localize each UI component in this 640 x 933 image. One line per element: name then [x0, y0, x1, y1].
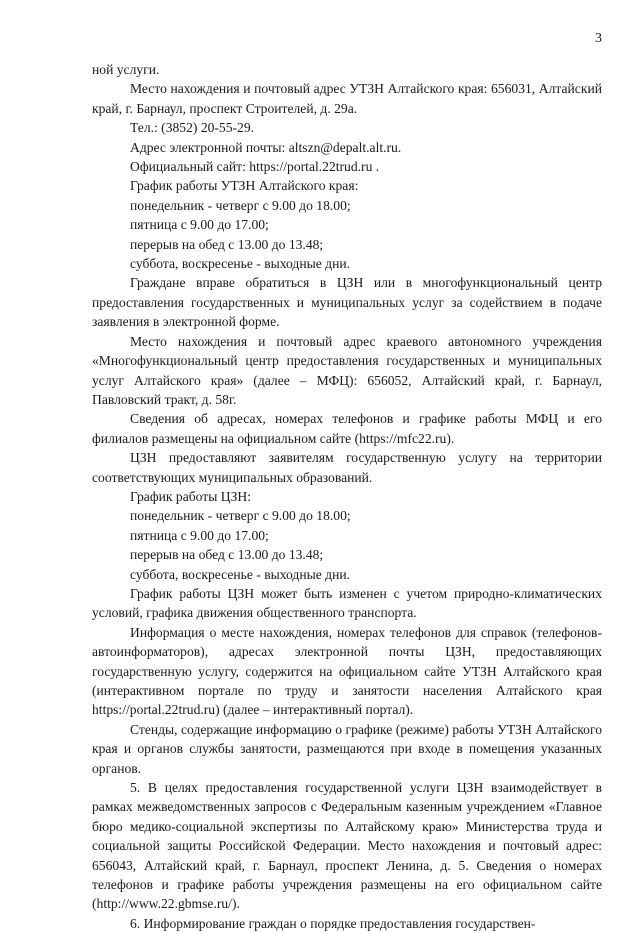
- text-line: Тел.: (3852) 20-55-29.: [130, 120, 255, 136]
- text-line: суббота, воскресенье - выходные дни.: [130, 566, 351, 582]
- text-line: пятница с 9.00 до 17.00;: [130, 527, 269, 543]
- paragraph: Место нахождения и почтовый адрес УТЗН Алтайского края: 656031, Алтайский край, г. Барнаул, проспект Строителей, д. 29а.: [92, 81, 602, 116]
- paragraph: 5. В целях предоставления государственной услуги ЦЗН взаимодействует в рамках межведомственных запросов с Федеральным казенным учреждением «Главное бюро медико-социальной экспертизы по Алтайскому краю» Министерства труда и социальной защиты Российской Федерации. Место нахождения и почтовый адрес: 656043, Алтайский край, г. Барнаул, проспект Ленина, д. 5. Сведения о номерах телефонов и графике работы учреждения размещены на его официальном сайте (http://www.22.gbmse.ru/).: [92, 780, 602, 912]
- text-line: График работы УТЗН Алтайского края:: [130, 178, 359, 194]
- text-line: Официальный сайт: https://portal.22trud.ru .: [130, 159, 380, 175]
- text-line: суббота, воскресенье - выходные дни.: [130, 256, 351, 272]
- paragraph: Сведения об адресах, номерах телефонов и графике работы МФЦ и его филиалов размещены на официальном сайте (https://mfc22.ru).: [92, 411, 602, 446]
- text-line: пятница с 9.00 до 17.00;: [130, 217, 269, 233]
- text-line: Адрес электронной почты: altszn@depalt.alt.ru.: [130, 139, 402, 155]
- paragraph: ной услуги.: [92, 62, 160, 77]
- text-line: перерыв на обед с 13.00 до 13.48;: [130, 236, 324, 252]
- text-line: График работы ЦЗН:: [130, 488, 251, 504]
- paragraph: Место нахождения и почтовый адрес краевого автономного учреждения «Многофункциональный центр предоставления государственных и муниципальных услуг Алтайского края» (далее – МФЦ): 656052, Алтайский край, г. Барнаул, Павловский тракт, д. 58г.: [92, 333, 602, 407]
- text-line: перерыв на обед с 13.00 до 13.48;: [130, 547, 324, 563]
- text-line: понедельник - четверг с 9.00 до 18.00;: [130, 197, 351, 213]
- paragraph: Информация о месте нахождения, номерах телефонов для справок (телефонов-автоинформаторов), адресах электронной почты ЦЗН, предоставляющих государственную услугу, содержится на официальном сайте УТЗН Алтайского края (интерактивном портале по труду и занятости населения Алтайского края https://portal.22trud.ru) (далее – интерактивный портал).: [92, 624, 602, 718]
- paragraph: Стенды, содержащие информацию о графике (режиме) работы УТЗН Алтайского края и органов службы занятости, размещаются при входе в помещения указанных органов.: [92, 721, 602, 776]
- document-body: [92, 60, 602, 933]
- paragraph: 6. Информирование граждан о порядке предоставления государствен-: [130, 915, 536, 931]
- paragraph: Граждане вправе обратиться в ЦЗН или в многофункциональный центр предоставления государственных и муниципальных услуг за содействием в подаче заявления в электронной форме.: [92, 275, 602, 330]
- paragraph: ЦЗН предоставляют заявителям государственную услугу на территории соответствующих муниципальных образований.: [92, 450, 602, 485]
- page-number: 3: [595, 31, 602, 46]
- paragraph: График работы ЦЗН может быть изменен с учетом природно-климатических условий, графика движения общественного транспорта.: [92, 585, 602, 621]
- text-line: понедельник - четверг с 9.00 до 18.00;: [130, 508, 351, 524]
